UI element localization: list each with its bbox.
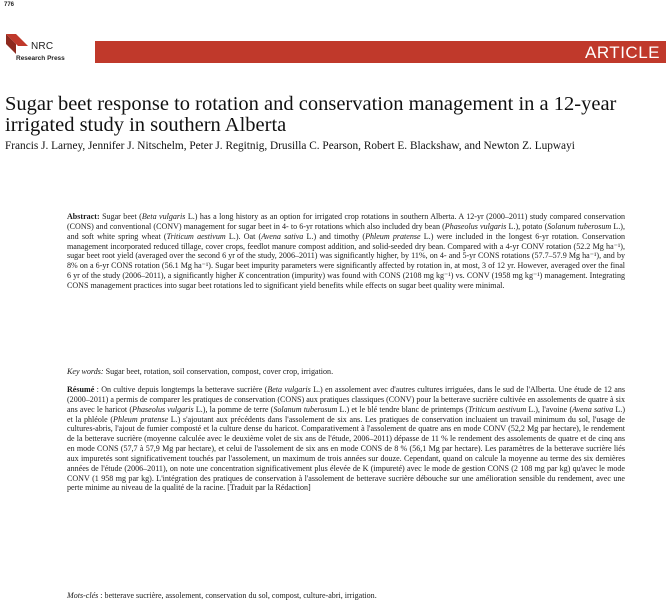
species-name: Avena sativa <box>572 404 614 414</box>
publisher-name: NRC <box>31 41 54 52</box>
article-type-label: ARTICLE <box>585 43 660 62</box>
abstract-english <box>67 212 625 291</box>
abstract-text: concentration (impurity) was found with CONS (2108 mg kg⁻¹) vs. CONV (1958 mg kg⁻¹) management. Integrating CONS management practices into sugar beet rotations led to significant yield benefits while effects on sugar beet quality were minimal. <box>67 271 625 290</box>
abstract-text: L.), and soft white spring wheat ( <box>67 221 625 241</box>
species-name: Beta vulgaris <box>267 385 311 394</box>
keywords-french <box>67 591 625 601</box>
nrc-logo-icon <box>6 30 30 54</box>
abstract-text: L.) and timothy ( <box>303 231 366 241</box>
article-type-banner <box>95 41 666 63</box>
element-symbol: K <box>238 271 244 281</box>
mots-cles-label: Mots-clés <box>67 591 99 600</box>
resume-text: L.) et la phléole ( <box>67 404 625 424</box>
species-name: Solanum tuberosum <box>273 404 338 414</box>
abstract-text: L.), potato ( <box>506 221 548 231</box>
species-name: Beta vulgaris <box>141 212 186 221</box>
abstract-text: Sugar beet ( <box>99 212 142 221</box>
mots-cles-text: : betterave sucrière, assolement, conservation du sol, compost, culture-abri, irrigation. <box>98 591 377 600</box>
keywords-label: Key words: <box>67 367 104 376</box>
page-number: 776 <box>4 2 15 8</box>
abstract-text: L.) has a long history as an option for irrigated crop rotations in southern Alberta. A 12-yr (2000–2011) study compared conservation (CONS) and conventional (CONV) management for sugar beet in 4- to 6-yr rotations which also included dry bean ( <box>67 212 626 231</box>
resume-text: L.), l'avoine ( <box>526 404 573 414</box>
species-name: Phleum pratense <box>113 414 169 424</box>
resume-text: L.) en assolement avec d'autres cultures irriguées, dans le sud de l'Alberta. Une étude de 12 ans (2000–2011) a permis de comparer les pratiques de conservation (CONS) aux pratiques classiques (CONV) pour la betterave sucrière cultivée en assolements de quatre à six ans avec le haricot ( <box>67 385 626 414</box>
resume-text: L.) s'ajoutant aux précédents dans l'assolement de six ans. Les pratiques de conservation incluaient un travail minimum du sol, l'usage de cultures-abris, l'ajout de fumier composté et la culture dense du haricot. Comparativement à l'assolement de quatre ans en mode CONV (52,2 Mg par hectare), le rendement de la betterave sucrière (moyenne calculée avec le deuxième volet de six ans de l'étude, 2006–2011) dépasse de 11 % le rendement des assolements de quatre et de cinq ans en mode CONS (57,7 à 57,9 Mg par hectare), et celui de l'assolement de six ans en mode CONS de 8 % (56,1 Mg par hectare). Les paramètres de la betterave sucrière liés aux impuretés sont significativement touchés par l'assolement, un maximum de trois années sur douze. Cependant, quand on calcule la moyenne au terme des six dernières années de l'étude (2006–2011), on note une concentration significativement plus élevée de K (impureté) avec le mode de gestion CONS (2 108 mg par kg) qu'avec le mode CONV (1 958 mg par kg). L'intégration des pratiques de conservation à l'assolement de betterave sucrière débouche sur une amélioration sensible du rendement, avec une perte minime au niveau de la qualité de la racine. [Traduit par la Rédaction] <box>67 414 625 493</box>
resume-label: Résumé <box>67 385 95 394</box>
species-name: Phaseolus vulgaris <box>132 404 194 414</box>
author-list: Francis J. Larney, Jennifer J. Nitschelm, Peter J. Regitnig, Drusilla C. Pearson, Robert E. Blackshaw, and Newton Z. Lupwayi <box>5 140 575 152</box>
abstract-text: L.). Oat ( <box>225 231 262 241</box>
publisher-logo[interactable] <box>6 30 86 64</box>
keywords-text: Sugar beet, rotation, soil conservation, compost, cover crop, irrigation. <box>103 367 334 376</box>
abstract-text: L.) were included in the longest 6-yr rotation. Conservation management incorporated reduced tillage, cover crops, feedlot manure compost addition, and solid-seeded dry bean. Compared with a 4-yr CONV rotation (52.2 Mg ha⁻¹), sugar beet root yield (averaged over the second 6 yr of the study, 2006–2011) was significantly higher, by 11%, on 4- and 5-yr CONS rotations (57.7–57.9 Mg ha⁻¹), and by 8% on a 6-yr CONS rotation (56.1 Mg ha⁻¹). Sugar beet impurity parameters were significantly affected by rotation in, at most, 3 of 12 yr. However, averaged over the final 6 yr of the study (2006–2011), a significantly higher <box>67 231 626 281</box>
species-name: Phaseolus vulgaris <box>444 221 507 231</box>
species-name: Triticum aestivum <box>468 404 527 414</box>
article-title: Sugar beet response to rotation and conservation management in a 12-year irrigated study in southern Alberta <box>5 93 617 136</box>
resume-text: L.), la pomme de terre ( <box>193 404 274 414</box>
species-name: Avena sativa <box>261 231 304 241</box>
species-name: Triticum aestivum <box>166 231 226 241</box>
keywords-english <box>67 367 625 377</box>
abstract-french <box>67 385 625 493</box>
species-name: Phleum pratense <box>365 231 421 241</box>
publisher-line: Research Press <box>16 55 65 62</box>
resume-text: L.) et le blé tendre blanc de printemps ( <box>337 404 469 414</box>
abstract-label: Abstract: <box>67 212 100 221</box>
resume-text: : On cultive depuis longtemps la betterave sucrière ( <box>94 385 268 394</box>
species-name: Solanum tuberosum <box>547 221 612 231</box>
